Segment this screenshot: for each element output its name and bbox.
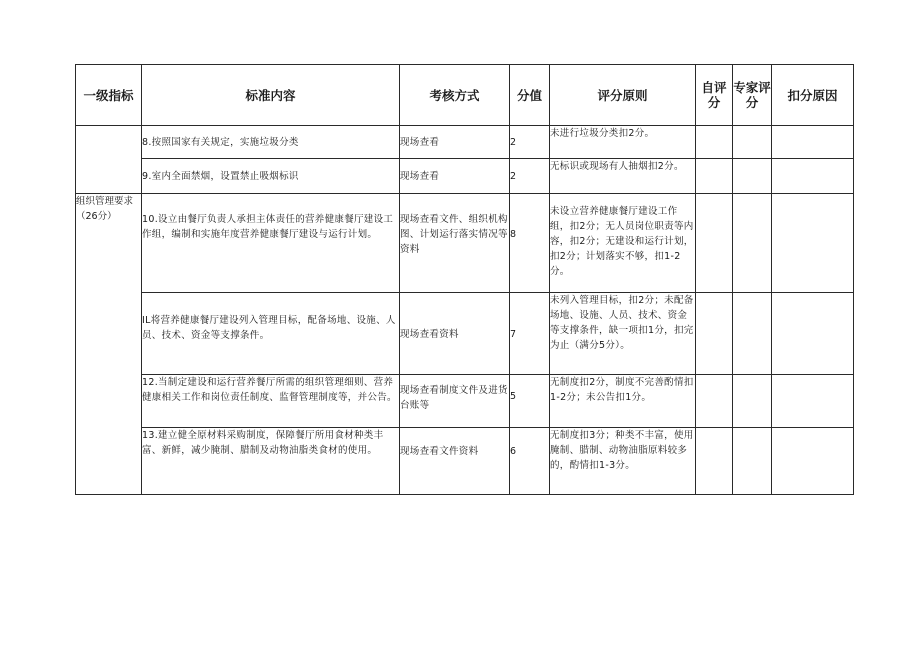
category-cell: 组织管理要求（26分）	[76, 194, 142, 495]
self-score-cell	[696, 126, 733, 159]
header-expert-score: 专家评分	[733, 65, 772, 126]
method-cell: 现场查看制度文件及进货台账等	[400, 375, 510, 428]
expert-score-cell	[733, 194, 772, 293]
expert-score-cell	[733, 126, 772, 159]
table-row	[76, 126, 854, 159]
method-cell: 现场查看资料	[400, 293, 510, 375]
table-row	[76, 293, 854, 375]
rule-cell: 未进行垃圾分类扣2分。	[550, 126, 696, 159]
rule-cell: 无制度扣2分，制度不完善酌情扣1-2分；未公告扣1分。	[550, 375, 696, 428]
method-cell: 现场查看文件资料	[400, 428, 510, 495]
score-cell: 2	[510, 126, 550, 159]
table-row	[76, 194, 854, 293]
score-cell: 8	[510, 194, 550, 293]
category-cell-blank	[76, 126, 142, 194]
standard-content-cell: 9.室内全面禁烟，设置禁止吸烟标识	[142, 159, 400, 194]
expert-score-cell	[733, 159, 772, 194]
rule-cell: 无制度扣3分；种类不丰富，使用腌制、腊制、动物油脂原料较多的，酌情扣1-3分。	[550, 428, 696, 495]
rule-cell: 无标识或现场有人抽烟扣2分。	[550, 159, 696, 194]
method-cell: 现场查看文件、组织机构图、计划运行落实情况等资料	[400, 194, 510, 293]
standard-content-cell: 10.设立由餐厅负责人承担主体责任的营养健康餐厅建设工作组，编制和实施年度营养健康餐厅建设与运行计划。	[142, 194, 400, 293]
score-cell: 5	[510, 375, 550, 428]
deduction-reason-cell	[772, 375, 854, 428]
method-cell: 现场查看	[400, 159, 510, 194]
self-score-cell	[696, 194, 733, 293]
rule-cell: 未设立营养健康餐厅建设工作组，扣2分；无人员岗位职责等内容，扣2分；无建设和运行计划，扣2分；计划落实不够，扣1-2分。	[550, 194, 696, 293]
header-deduction-reason: 扣分原因	[772, 65, 854, 126]
deduction-reason-cell	[772, 194, 854, 293]
method-cell: 现场查看	[400, 126, 510, 159]
score-cell: 2	[510, 159, 550, 194]
scoring-table	[75, 64, 854, 495]
standard-content-cell: 13.建立健全原材料采购制度，保障餐厅所用食材种类丰富、新鲜，减少腌制、腊制及动物油脂类食材的使用。	[142, 428, 400, 495]
header-level: 一级指标	[76, 65, 142, 126]
expert-score-cell	[733, 428, 772, 495]
self-score-cell	[696, 375, 733, 428]
table-row	[76, 428, 854, 495]
table-row	[76, 159, 854, 194]
header-self-score: 自评分	[696, 65, 733, 126]
header-rule: 评分原则	[550, 65, 696, 126]
score-cell: 7	[510, 293, 550, 375]
header-row	[76, 65, 854, 126]
header-score: 分值	[510, 65, 550, 126]
deduction-reason-cell	[772, 293, 854, 375]
header-method: 考核方式	[400, 65, 510, 126]
deduction-reason-cell	[772, 159, 854, 194]
table-row	[76, 375, 854, 428]
rule-cell: 未列入管理目标，扣2分；未配备场地、设施、人员、技术、资金等支撑条件，缺一项扣1分，扣完为止（满分5分）。	[550, 293, 696, 375]
expert-score-cell	[733, 293, 772, 375]
self-score-cell	[696, 159, 733, 194]
expert-score-cell	[733, 375, 772, 428]
standard-content-cell: 8.按照国家有关规定，实施垃圾分类	[142, 126, 400, 159]
standard-content-cell: IL将营养健康餐厅建设列入管理目标，配备场地、设施、人员、技术、资金等支撑条件。	[142, 293, 400, 375]
self-score-cell	[696, 293, 733, 375]
deduction-reason-cell	[772, 428, 854, 495]
standard-content-cell: 12.当制定建设和运行营养餐厅所需的组织管理细则、营养健康相关工作和岗位责任制度、监督管理制度等，并公告。	[142, 375, 400, 428]
score-cell: 6	[510, 428, 550, 495]
deduction-reason-cell	[772, 126, 854, 159]
header-content: 标准内容	[142, 65, 400, 126]
self-score-cell	[696, 428, 733, 495]
